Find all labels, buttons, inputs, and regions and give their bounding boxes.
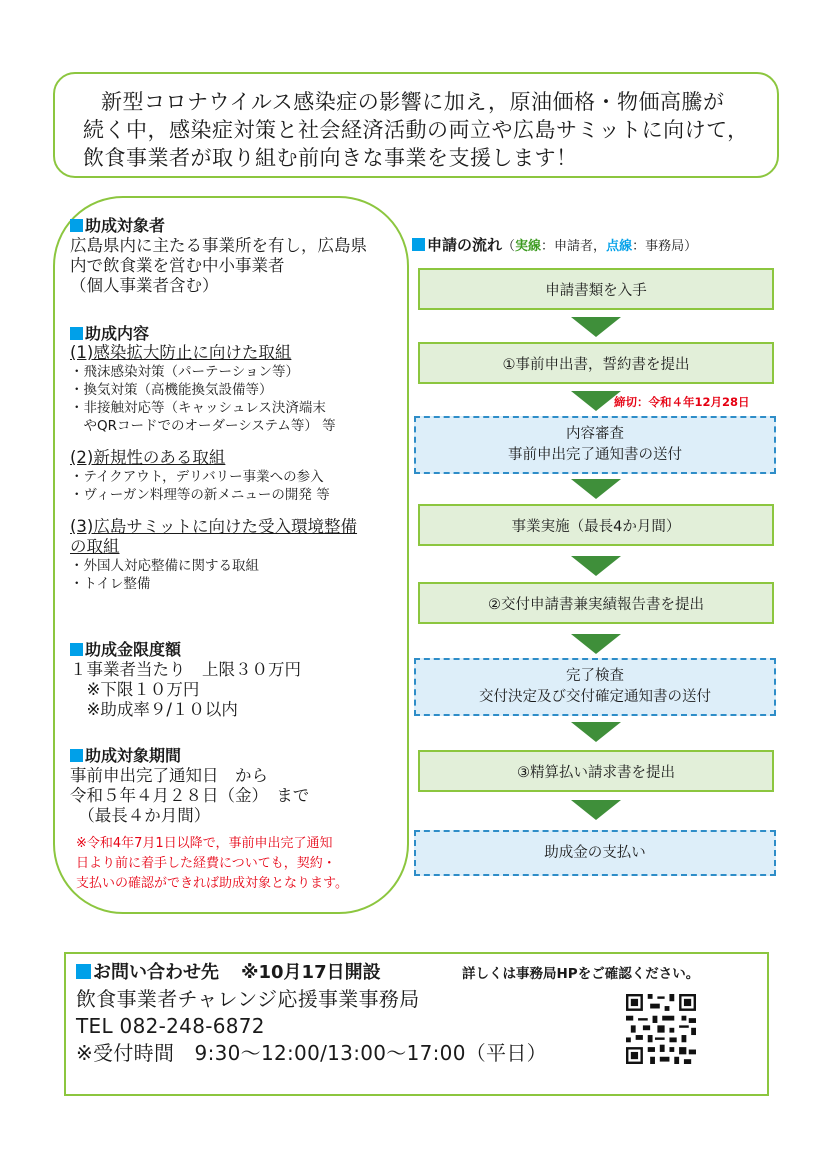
flow-step-label: 完了検査 xyxy=(566,668,624,684)
content-group-title: の取組 xyxy=(70,537,120,556)
contact-heading: お問い合わせ先 xyxy=(93,962,219,983)
intro-line: 続く中，感染症対策と社会経済活動の両立や広島サミットに向けて， xyxy=(83,118,749,142)
contact-box xyxy=(64,952,769,1096)
square-bullet-icon xyxy=(70,219,83,232)
flow-step-payment-request xyxy=(418,750,774,792)
down-arrow-icon xyxy=(571,634,621,654)
legend-solid-desc: ：申請者， xyxy=(541,239,607,254)
phone-number: TEL 082-248-6872 xyxy=(76,1014,265,1038)
square-bullet-icon xyxy=(70,643,83,656)
office-name: 飲食事業者チャレンジ応援事業事務局 xyxy=(76,987,420,1011)
legend-dashed-desc: ：事務局） xyxy=(632,239,698,254)
content-item: ・テイクアウト，デリバリー事業への参入 xyxy=(70,469,324,485)
flow-step-label: ①事前申出書，誓約書を提出 xyxy=(502,356,690,373)
flow-step-review xyxy=(414,416,776,474)
period-line: 令和５年４月２８日（金） まで xyxy=(70,786,310,805)
flow-title-text: 申請の流れ xyxy=(427,236,503,254)
intro-box xyxy=(53,72,779,178)
legend-dashed: 点線 xyxy=(606,239,633,254)
down-arrow-icon xyxy=(571,479,621,499)
flow-step-label: 交付決定及び交付確定通知書の送付 xyxy=(479,689,711,705)
eligibility-line: （個人事業者含む） xyxy=(70,276,219,295)
flow-step-inspection xyxy=(414,658,776,716)
flow-step-grant-application xyxy=(418,582,774,624)
limit-heading: 助成金限度額 xyxy=(85,640,182,659)
qr-code-icon[interactable] xyxy=(626,994,696,1064)
content-item: ・飛沫感染対策（パーテーション等） xyxy=(70,364,299,380)
eligibility-line: 広島県内に主たる事業所を有し，広島県 xyxy=(70,236,367,255)
office-hours: ※受付時間 9:30～12:00/13:00～17:00（平日） xyxy=(76,1041,547,1065)
content-heading: 助成内容 xyxy=(85,324,150,343)
eligibility-heading: 助成対象者 xyxy=(85,216,166,235)
period-note: ※令和4年7月1日以降で，事前申出完了通知 xyxy=(76,836,333,851)
content-item: ・ヴィーガン料理等の新メニューの開発 等 xyxy=(70,487,330,503)
down-arrow-icon xyxy=(571,556,621,576)
eligibility-line: 内で飲食業を営む中小事業者 xyxy=(70,256,285,275)
intro-line: 新型コロナウイルス感染症の影響に加え，原油価格・物価高騰が xyxy=(101,90,725,114)
square-bullet-icon xyxy=(76,964,91,979)
content-item: ・トイレ整備 xyxy=(70,576,151,592)
flow-step-label: 内容審査 xyxy=(566,426,624,442)
content-item: ・外国人対応整備に関する取組 xyxy=(70,558,259,574)
flow-step-label: 申請書類を入手 xyxy=(545,282,647,299)
content-item: ・換気対策（高機能換気設備等） xyxy=(70,382,273,398)
square-bullet-icon xyxy=(412,238,425,251)
hp-note: 詳しくは事務局HPをご確認ください。 xyxy=(462,966,700,982)
flow-step-label: 助成金の支払い xyxy=(544,844,646,861)
limit-line: ※下限１０万円 xyxy=(70,680,200,699)
content-group-title: (1)感染拡大防止に向けた取組 xyxy=(70,343,292,362)
content-group-title: (3)広島サミットに向けた受入環境整備 xyxy=(70,517,358,536)
limit-section xyxy=(70,640,301,720)
down-arrow-icon xyxy=(571,317,621,337)
square-bullet-icon xyxy=(70,749,83,762)
deadline-label: 締切：令和４年12月28日 xyxy=(614,395,750,409)
limit-line: ※助成率９/１０以内 xyxy=(70,700,238,719)
flow-step-label: 事前申出完了通知書の送付 xyxy=(508,447,682,463)
intro-line: 飲食事業者が取り組む前向きな事業を支援します！ xyxy=(83,146,578,170)
flow-step-implementation xyxy=(418,504,774,546)
period-note: 支払いの確認ができれば助成対象となります。 xyxy=(76,876,348,891)
eligibility-section xyxy=(70,216,367,296)
period-section xyxy=(70,746,348,894)
flow-step-label: ②交付申請書兼実績報告書を提出 xyxy=(488,596,704,613)
down-arrow-icon xyxy=(571,800,621,820)
legend-open: （ xyxy=(502,239,516,254)
content-item: ・非接触対応等（キャッシュレス決済端末 xyxy=(70,400,326,416)
legend-solid: 実線 xyxy=(515,239,542,254)
flow-step-label: 事業実施（最長4か月間） xyxy=(511,518,681,535)
opening-date: ※10月17日開設 xyxy=(241,962,381,983)
flow-step-label: ③精算払い請求書を提出 xyxy=(517,764,675,781)
content-item: やQRコードでのオーダーシステム等） 等 xyxy=(70,418,336,434)
content-section xyxy=(70,324,357,593)
flow-title xyxy=(412,234,697,255)
period-note: 日より前に着手した経費についても，契約・ xyxy=(76,856,336,871)
flow-step-payout xyxy=(414,830,776,876)
period-line: 事前申出完了通知日 から xyxy=(70,766,268,785)
square-bullet-icon xyxy=(70,327,83,340)
flow-step-obtain-forms xyxy=(418,268,774,310)
limit-line: １事業者当たり 上限３０万円 xyxy=(70,660,301,679)
period-line: （最長４か月間） xyxy=(70,806,211,825)
flow-step-pre-application xyxy=(418,342,774,384)
content-group-title: (2)新規性のある取組 xyxy=(70,448,226,467)
down-arrow-icon xyxy=(571,722,621,742)
period-heading: 助成対象期間 xyxy=(85,746,182,765)
